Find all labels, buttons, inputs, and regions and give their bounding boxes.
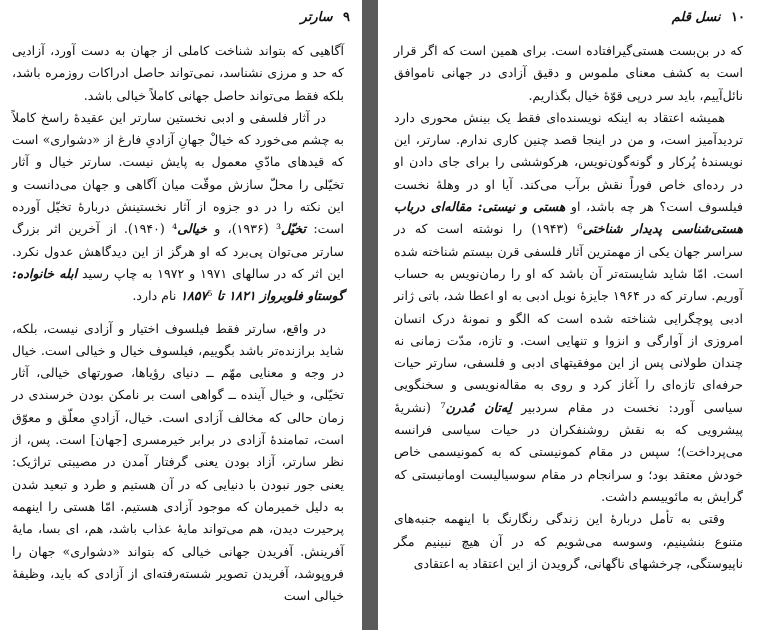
text-run: ⁴ (۱۹۴۰). از آخرین اثر بزرگ سارتر می‌توان پی‌برد که او هرگز از این دیدگاهش عدول نکرد. این اثر که در سالهای ۱۹۷۱ و ۱۹۷۲ به چاپ رسید: [12, 221, 344, 281]
left-running-title: سارتر: [300, 10, 333, 25]
text-run: ⁶ (۱۹۴۳) را نوشته است که در سراسر جهان یکی از مهمترین آثار فلسفی قرن بیستم شناخته شده است. امّا شاید شایسته‌تر آن باشد که او را رمان‌نویس به حساب آوریم. سارتر که در ۱۹۶۴ جایزهٔ نوبل ادبی به او اعطا شد، باتی ژانر ادبی پوچگرایی شناخته شده است که الگو و نمونهٔ درک انسان امروزی از آوارگی و انزوا و تنهایی است. و تازه، مدّت زمانی نه چندان طولانی پس از این موفقیتهای ادبی و فلسفی، سارتر حیات حرفه‌ای تازه‌ای را آغاز کرد و روی به مقاله‌نویسی و سخنگویی سیاسی آورد: نخست در مقام سردبیر: [394, 221, 743, 415]
emphasized-title: خیالی: [177, 221, 207, 237]
right-page: [378, 0, 757, 630]
text-run: در آثار فلسفی و ادبی نخستین سارتر این عقیدهٔ راسخ کاملاً به چشم می‌خورد که خیالْ جهانِ آزادیِ فارغ از «دشواری» است که قیدهای مادّیِ معمول به پایش نیست. سارتر خیال و آثار تخیّلی را محلّ سازش موقّت میان آگاهی و جهان می‌دانست و این نکته را در دو جزوه از آثار نخستینش دربارهٔ تخیّل آورده است:: [12, 109, 344, 237]
right-page-number: ۱۰: [731, 10, 745, 25]
emphasized-title: تخیّل: [281, 221, 307, 237]
text-run: در واقع، سارتر فقط فیلسوف اختیار و آزادی نیست، بلکه، شاید برازنده‌تر باشد بگوییم، فیلسوف خیال و خیالی است. خیال در وجه و معنایی مهّم ــ دنیای رؤیاها، صورتهای خیالی، آثار تخیّلی، و خیال آینده ــ گواهی است بر نامکن بودن خرسندی در زمان حالی که مخالف آزادی است. خیال، آزادیِ معلّق و معوّق است، تمامندهٔ آزادی در برابر خیرمسری [جهان] است. پس، از نظر سارتر، آزاد بودن یعنی گرفتار آمدن در مصیبتی تراژیک: یعنی جور نبودن با دنیایی که در آن هستیم و طرد و تبعید شدن به دلیل خمیرمان که موجود آزادی هستیم. امّا هستی را اینهمه پرحیرت دیدن، هم می‌تواند مایهٔ عذاب باشد، هم، ای بسا، مایهٔ آفرینش. آفریدن جهانی خیالی که بتواند «دشواری» جهان را فروپوشد، آفریدن تصویر شسته‌رفته‌ای از آزادی که باید، وظیفهٔ خیالی است: [12, 320, 344, 604]
right-paragraph-3: [394, 508, 743, 575]
text-run: آگاهیی که بتواند شناخت کاملی از جهان به دست آورد، آزادیی که حد و مرزی نشناسد، نمی‌تواند حاصل ادراکات روزمره باشد، بلکه فقط می‌تواند حاصل جهانی کاملاً خیالی باشد.: [12, 43, 344, 103]
text-run: وقتی به تأمل دربارهٔ این زندگی رنگارنگ با اینهمه جنبه‌های متنوع بنشینیم، وسوسه می‌شویم که در آن هیچ نبینیم مگر ناپیوستگی، چرخشهای ناگهانی، گرویدن از این اعتقاد به اعتقادی: [394, 511, 743, 571]
book-gutter: [362, 0, 378, 630]
emphasized-title: هستی و نیستی: مقاله‌ای درباب هستی‌شناسی پدیدار شناختی: [394, 199, 744, 237]
text-run: ³ (۱۹۳۶)، و: [206, 221, 282, 237]
text-run: ⁵ نام دارد.: [132, 288, 213, 304]
emphasized-title: ابله خانواده: گوستاو فلوبرواز ۱۸۲۱ تا ۱۸۵۷: [12, 265, 344, 304]
left-paragraph-2: [12, 107, 344, 308]
right-paragraph-2: [394, 107, 743, 508]
left-page-number: ۹: [343, 10, 350, 25]
left-page: [0, 0, 362, 630]
left-page-header: [12, 10, 350, 25]
left-paragraph-3: [12, 318, 344, 608]
right-running-title: نسل قلم: [671, 10, 721, 25]
text-run: همیشه اعتقاد به اینکه نویسنده‌ای فقط یک بینش محوری دارد تردیدآمیز است، و من در اینجا قصد چنین کاری ندارم. سارتر، این نویسندهٔ پُرکار و گونه‌گون‌نویس، هرکوششی را برای جای دادن او در رده‌ای خاص فوراً نقش برآب می‌کند. آیا او در وهلهٔ نخست فیلسوف است؟ هر چه باشد، او: [394, 109, 743, 215]
emphasized-title: لِه‌تان مُدرن: [445, 399, 512, 415]
right-paragraph-1: [394, 40, 743, 107]
left-page-body: [12, 40, 344, 607]
right-page-header: [392, 10, 745, 25]
right-page-body: [394, 40, 743, 575]
left-paragraph-1: [12, 40, 344, 107]
text-run: ⁷ (نشریهٔ پیشرویی که به نقش روشنفکران در حیات سیاسی فرانسه می‌پرداخت)؛ سپس در مقام کمونیستی که به کمونیسمی خاص خودش معتقد بود؛ و سرانجام در مقام سوسیالیست اومانیستی که گرایش به مائوییسم داشت.: [394, 399, 743, 504]
text-run: که در بن‌بست هستی‌گیرافتاده است. برای همین است که اگر قرار است به کشف معنای ملموس و دقیق آزادی در جهانی ناموافق نائل‌آییم، باید سر درپی قوّهٔ خیال بگذاریم.: [394, 43, 743, 103]
